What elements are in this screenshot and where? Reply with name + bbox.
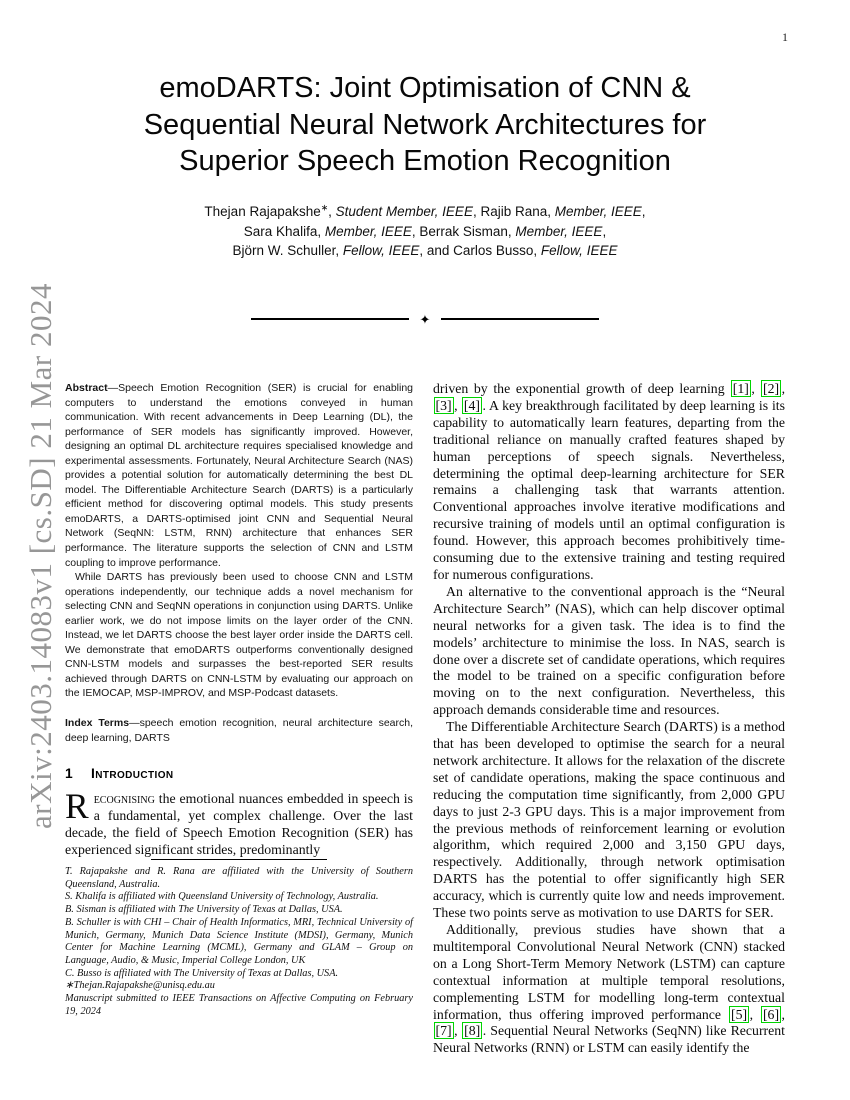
title-line-3: Superior Speech Emotion Recognition: [179, 145, 671, 177]
title-line-1: emoDARTS: Joint Optimisation of CNN &: [159, 72, 691, 104]
text-segment: . Sequential Neural Networks (SeqNN) like Recurrent Neural Networks (RNN) or LSTM can easily identify the: [433, 1023, 785, 1056]
text-segment: ,: [602, 223, 607, 239]
author-line-2: [40, 222, 810, 242]
right-paragraph-2: [433, 584, 785, 719]
footnote-item: B. Schuller is with CHI – Chair of Health Informatics, MRI, Technical University of Munich, Germany, Munich Data Science Institute (MDSI), Germany, Munich Center for Machine Learning (MCML), Germany and GLAM – Group on Language, Audio, & Music, Imperial College London, UK: [65, 916, 413, 966]
text-segment: Sara Khalifa,: [243, 223, 325, 239]
citation-link[interactable]: [6]: [762, 1006, 780, 1022]
text-segment: ,: [781, 1006, 785, 1022]
text-segment: Member, IEEE: [515, 223, 603, 239]
citation-link[interactable]: [5]: [730, 1006, 748, 1022]
text-segment: Björn W. Schuller,: [232, 243, 343, 258]
citation-link[interactable]: [3]: [435, 397, 452, 413]
section-heading-introduction: [65, 766, 413, 781]
text-segment: Additionally, previous studies have shown that a multitemporal Convolutional Neural Network (CNN) stacked on a Long Short-Term Memory Network (LSTM) can capture contextual information at multiple temporal resolutions, complementing LSTM for modelling long-term contextual information, thus offering improved performance: [433, 922, 785, 1022]
text-segment: , and Carlos Busso,: [419, 243, 541, 258]
divider-rule-right: [441, 318, 599, 320]
footnote-item: C. Busso is affiliated with The University of Texas at Dallas, USA.: [65, 967, 339, 979]
text-segment: R: [65, 786, 89, 827]
footnote-item: B. Sisman is affiliated with The University of Texas at Dallas, USA.: [65, 904, 343, 916]
text-segment: ,: [751, 381, 761, 396]
citation-link[interactable]: [1]: [732, 381, 749, 396]
right-column: [433, 381, 785, 1057]
index-terms: [65, 716, 413, 745]
text-segment: Student Member, IEEE: [335, 204, 473, 219]
text-segment: —Speech Emotion Recognition (SER) is crucial for enabling computers to understand the emotions conveyed in human communication. With recent advancements in Deep Learning (DL), the performance of SER models has significantly improved. However, designing an optimal DL architecture requires specialised knowledge and experimental assessments. Fortunately, Neural Architecture Search (NAS) provides a potential solution for automatically determining the best DL model. The Differentiable Architecture Search (DARTS) is a particularly efficient method for discovering optimal models. This study presents emoDARTS, a DARTS-optimised joint CNN and Sequential Neural Network (SeqNN: LSTM, RNN) architecture that enhances SER performance. The literature supports the selection of CNN and LSTM coupling to improve performance.: [65, 382, 413, 569]
text-segment: ,: [328, 204, 336, 219]
text-segment: An alternative to the conventional approach is the “Neural Architecture Search” (NAS), which can help discover optimal neural networks for a given task. The idea is to find the models’ architecture to minimise the loss. In NAS, search is done over a discrete set of candidate operations, which requires the model to be trained on a specific configuration before moving on to the next configuration. Nevertheless, this approach demands considerable time and resources.: [433, 583, 785, 718]
author-line-1: [40, 202, 810, 222]
right-paragraph-4: [433, 922, 785, 1057]
text-segment: Index Terms: [65, 717, 130, 730]
text-segment: ,: [781, 381, 786, 396]
text-segment: Member, IEEE: [324, 223, 412, 239]
left-column: [65, 381, 413, 858]
text-segment: Thejan Rajapakshe: [204, 204, 321, 219]
title-line-2: Sequential Neural Network Architectures for: [143, 108, 707, 141]
footnote-item: S. Khalifa is affiliated with Queensland University of Technology, Australia.: [65, 891, 379, 903]
text-segment: ,: [749, 1006, 761, 1022]
text-segment: , Rajib Rana,: [472, 204, 555, 219]
text-segment: —speech emotion recognition, neural architecture search, deep learning, DARTS: [65, 717, 413, 744]
author-list: [40, 202, 810, 261]
title-divider: [251, 311, 599, 327]
text-segment: ∗: [320, 202, 329, 213]
text-segment: , Berrak Sisman,: [411, 223, 516, 239]
text-segment: Fellow, IEEE: [342, 243, 420, 258]
arxiv-watermark-text: arXiv:2403.14083v1 [cs.SD] 21 Mar 2024: [23, 283, 58, 829]
text-segment: ,: [454, 1023, 462, 1039]
citation-link[interactable]: [7]: [435, 1023, 452, 1039]
intro-paragraph: [65, 786, 413, 858]
section-title: Introduction: [91, 766, 174, 782]
author-footnotes: [65, 859, 413, 1018]
text-segment: Fellow, IEEE: [540, 243, 618, 258]
text-segment: . A key breakthrough facilitated by deep learning is its capability to automatically learn features, departing from the traditional reliance on manually crafted features shaped by human perceptions of speech signals. Nevertheless, determining the optimal deep-learning architecture for SER remains a challenging task that warrants attention. Conventional approaches involve iterative modifications and recursive training of models until an optimal configuration is found. However, this approach becomes prohibitively time-consuming due to the extensive training and testing required for numerous configurations.: [433, 397, 785, 582]
text-segment: driven by the exponential growth of deep learning: [433, 381, 731, 396]
author-line-3: [40, 241, 810, 261]
text-segment: ,: [641, 204, 646, 219]
footnote-item-email: ∗Thejan.Rajapakshe@unisq.edu.au: [65, 980, 215, 992]
text-segment: the emotional nuances embedded in speech is a fundamental, yet complex challenge. Over the last decade, the field of Speech Emotion Recognition (SER) has experienced significant strides, predominantly: [65, 791, 413, 857]
citation-link[interactable]: [8]: [464, 1023, 481, 1039]
right-paragraph-3: [433, 719, 785, 922]
section-number: 1: [65, 766, 73, 782]
text-segment: ,: [454, 397, 462, 413]
abstract-paragraph-2: While DARTS has previously been used to choose CNN and LSTM operations independently, our technique adds a novel mechanism for selecting CNN and SeqNN operations in conjunction using DARTS. Unlike earlier work, we do not impose limits on the layer order of the CNN. Instead, we let DARTS choose the best layer order inside the DARTS cell. We demonstrate that emoDARTS outperforms conventionally designed CNN-LSTM models and surpasses the best-reported SER results achieved through DARTS on CNN-LSTM by evaluating our approach on the IEMOCAP, MSP-IMPROV, and MSP-Podcast datasets.: [65, 571, 413, 700]
footnote-item-manuscript: Manuscript submitted to IEEE Transactions on Affective Computing on February 19, 2024: [65, 993, 413, 1017]
citation-link[interactable]: [2]: [762, 381, 780, 396]
page-number: 1: [782, 30, 788, 44]
abstract-paragraph-1: [65, 381, 413, 570]
footnote-rule: [151, 859, 327, 860]
paper-title: [40, 70, 810, 180]
text-segment: The Differentiable Architecture Search (DARTS) is a method that has been developed to optimise the search for a neural network architecture. It allows for the relaxation of the discrete set of candidate operations, making the space continuous and reducing the computation time significantly, from 2,000 GPU days to just 2-3 GPU days. This is a major improvement from the previous methods of reinforcement learning or evolution algorithm, which required 2,000 and 3,150 GPU days, respectively. Additionally, through network optimisation DARTS has the potential to offer significantly high SER accuracy, which is currently quite low and needs improvement. These two points serve as motivation to use DARTS for SER.: [433, 719, 785, 921]
diamond-icon: ✦: [419, 311, 431, 327]
divider-rule-left: [251, 318, 409, 320]
text-segment: Abstract: [65, 382, 108, 394]
citation-link[interactable]: [4]: [463, 397, 480, 413]
text-segment: Member, IEEE: [554, 204, 642, 219]
text-segment: ecognising: [93, 791, 155, 807]
right-paragraph-1: [433, 381, 785, 584]
footnote-item: T. Rajapakshe and R. Rana are affiliated with the University of Southern Queensland, Australia.: [65, 866, 413, 890]
